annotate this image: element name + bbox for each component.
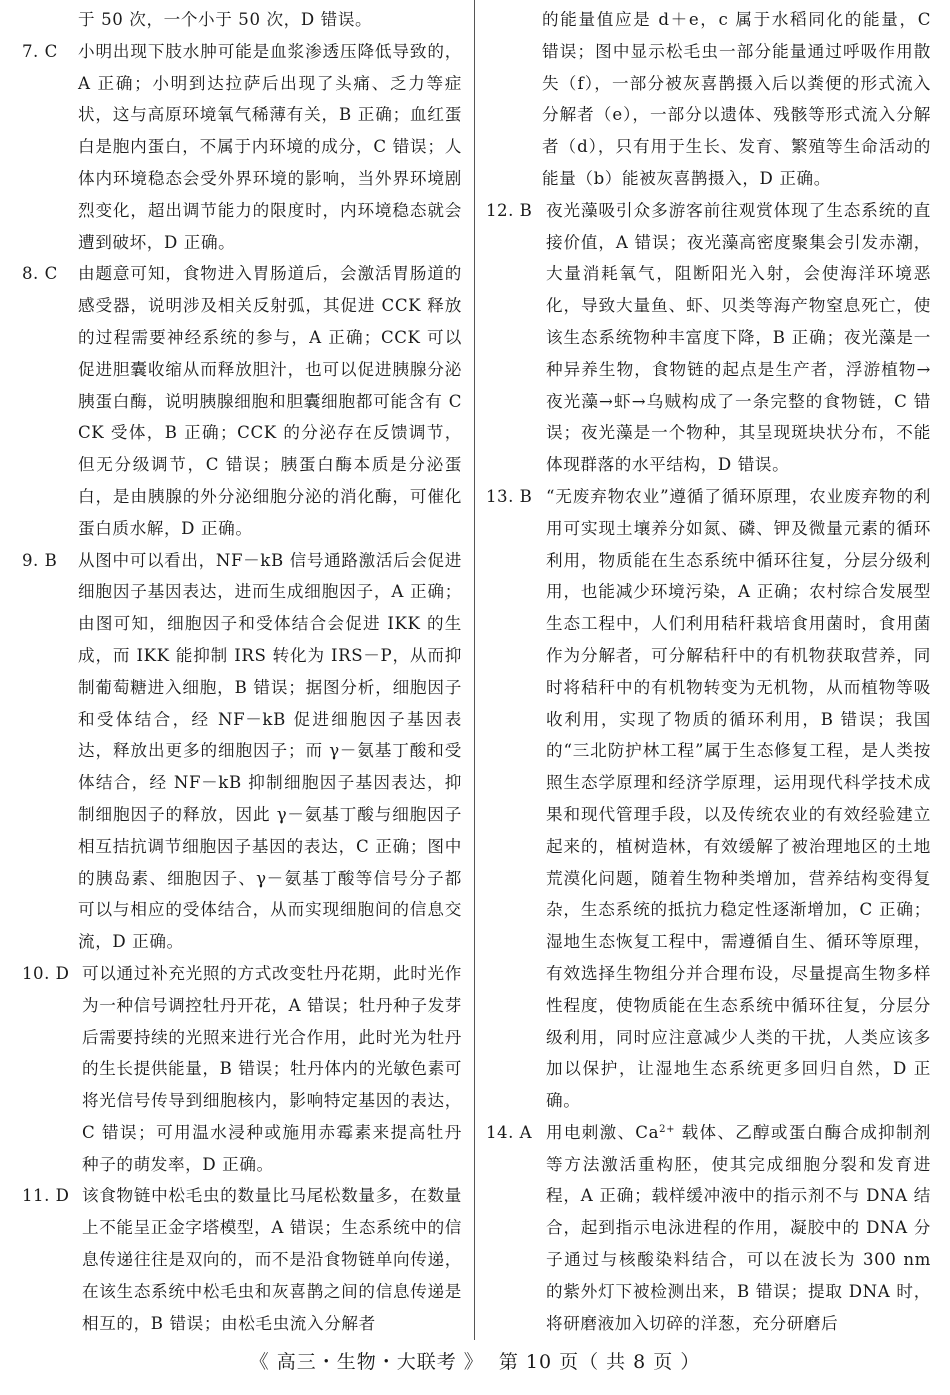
answer-item-9 <box>22 545 462 958</box>
answer-item-14 <box>486 1117 931 1340</box>
ion-charge-superscript: 2+ <box>659 1123 676 1135</box>
answer-text-prefix: 用电刺激、Ca <box>546 1122 660 1142</box>
left-column <box>22 4 462 1339</box>
question-number: 7. C <box>22 41 58 61</box>
answer-item-7 <box>22 36 462 259</box>
column-divider <box>474 0 475 1340</box>
answer-text-rest: 载体、乙醇或蛋白酶合成抑制剂等方法激活重构胚，使其完成细胞分裂和发育进程，A 正确；载样缓冲液中的指示剂不与 DNA 结合，起到指示电泳进程的作用，凝胶中的 DNA 分子通过与核酸染料结合，可以在波长为 300 nm 的紫外灯下被检测出来，B 错误；提取 DNA 时，将研磨液加入切碎的洋葱，充分研磨后 <box>546 1122 931 1333</box>
answer-explanation: 夜光藻吸引众多游客前往观赏体现了生态系统的直接价值，A 错误；夜光藻高密度聚集会引发赤潮，大量消耗氧气，阻断阳光入射，会使海洋环境恶化，导致大量鱼、虾、贝类等海产物窒息死亡，使该生态系统物种丰富度下降，B 正确；夜光藻是一种异养生物，食物链的起点是生产者，浮游植物→夜光藻→虾→乌贼构成了一条完整的食物链，C 错误；夜光藻是一个物种，其呈现斑块状分布，不能体现群落的水平结构，D 错误。 <box>546 200 931 475</box>
question-number: 10. D <box>22 963 70 983</box>
answer-explanation: 该食物链中松毛虫的数量比马尾松数量多，在数量上不能呈正金字塔模型，A 错误；生态系统中的信息传递往往是双向的，而不是沿食物链单向传递，在该生态系统中松毛虫和灰喜鹊之间的信息传递是相互的，B 错误；由松毛虫流入分解者 <box>82 1186 462 1333</box>
answer-item-12 <box>486 195 931 481</box>
continued-text: 的能量值应是 d＋e，c 属于水稻同化的能量，C 错误；图中显示松毛虫一部分能量通过呼吸作用散失（f），一部分被灰喜鹊摄入后以粪便的形式流入分解者（e），一部分以遗体、残骸等形式流入分解者（d），只有用于生长、发育、繁殖等生命活动的能量（b）能被灰喜鹊摄入，D 正确。 <box>542 10 931 188</box>
page-footer <box>0 1347 950 1377</box>
answer-item-11 <box>22 1180 462 1339</box>
answer-explanation: 小明出现下肢水肿可能是血浆渗透压降低导致的，A 正确；小明到达拉萨后出现了头痛、乏力等症状，这与高原环境氧气稀薄有关，B 正确；血红蛋白是胞内蛋白，不属于内环境的成分，C 错误；人体内环境稳态会受外界环境的影响，当外界环境剧烈变化，超出调节能力的限度时，内环境稳态就会遭到破坏，D 正确。 <box>78 41 462 252</box>
answer-item-8 <box>22 258 462 544</box>
question-number: 8. C <box>22 264 58 284</box>
question-number: 11. D <box>22 1186 70 1206</box>
question-number: 14. A <box>486 1122 533 1142</box>
question-number: 9. B <box>22 550 58 570</box>
answer-explanation: 由题意可知，食物进入胃肠道后，会激活胃肠道的感受器，说明涉及相关反射弧，其促进 CCK 释放的过程需要神经系统的参与，A 正确；CCK 可以促进胆囊收缩从而释放胆汁，也可以促进胰腺分泌胰蛋白酶，说明胰腺细胞和胆囊细胞都可能含有 CCK 受体，B 正确；CCK 的分泌存在反馈调节，但无分级调节，C 错误；胰蛋白酶本质是分泌蛋白，是由胰腺的外分泌细胞分泌的消化酶，可催化蛋白质水解，D 正确。 <box>78 264 462 538</box>
footer-title: 《 高三・生物・大联考 》 <box>249 1351 484 1373</box>
answer-explanation: 可以通过补充光照的方式改变牡丹花期，此时光作为一种信号调控牡丹开花，A 错误；牡丹种子发芽后需要持续的光照来进行光合作用，此时光为牡丹的生长提供能量，B 错误；牡丹体内的光敏色素可将光信号传导到细胞核内，影响特定基因的表达，C 错误；可用温水浸种或施用赤霉素来提高牡丹种子的萌发率，D 正确。 <box>82 963 462 1174</box>
continued-text: 于 50 次，一个小于 50 次，D 错误。 <box>78 10 373 29</box>
answer-item-13 <box>486 481 931 1117</box>
answer-explanation: 从图中可以看出，NF－kB 信号通路激活后会促进细胞因子基因表达，进而生成细胞因子，A 正确；由图可知，细胞因子和受体结合会促进 IKK 的生成，而 IKK 能抑制 IRS 转化为 IRS－P，从而抑制葡萄糖进入细胞，B 错误；据图分析，细胞因子和受体结合，经 NF－kB 促进细胞因子基因表达，释放出更多的细胞因子；而 γ－氨基丁酸和受体结合，经 NF－kB 抑制细胞因子基因表达，抑制细胞因子的释放，因此 γ－氨基丁酸与细胞因子相互拮抗调节细胞因子基因的表达，C 正确；图中的胰岛素、细胞因子、γ－氨基丁酸等信号分子都可以与相应的受体结合，从而实现细胞间的信息交流，D 正确。 <box>78 550 462 952</box>
question-number: 13. B <box>486 486 533 506</box>
question-number: 12. B <box>486 200 533 220</box>
right-column <box>486 4 931 1339</box>
answer-explanation <box>546 1117 931 1340</box>
footer-page-number: 第 10 页（ 共 8 页 ） <box>498 1351 701 1373</box>
answer-item-10 <box>22 958 462 1181</box>
answer-explanation: “无废弃物农业”遵循了循环原理，农业废弃物的利用可实现土壤养分如氮、磷、钾及微量元素的循环利用，物质能在生态系统中循环往复，分层分级利用，也能减少环境污染，A 正确；农村综合发展型生态工程中，人们利用秸秆栽培食用菌时，食用菌作为分解者，可分解秸秆中的有机物获取营养，同时将秸秆中的有机物转变为无机物，从而植物等吸收利用，实现了物质的循环利用，B 错误；我国的“三北防护林工程”属于生态修复工程，是人类按照生态学原理和经济学原理，运用现代科学技术成果和现代管理手段，以及传统农业的有效经验建立起来的，植树造林，有效缓解了被治理地区的土地荒漠化问题，随着生物种类增加，营养结构变得复杂，生态系统的抵抗力稳定性逐渐增加，C 正确；湿地生态恢复工程中，需遵循自生、循环等原理，有效选择生物组分并合理布设，尽量提高生物多样性程度，使物质能在生态系统中循环往复，分层分级利用，同时应注意减少人类的干扰，人类应该多加以保护，让湿地生态系统更多回归自然，D 正确。 <box>546 486 931 1111</box>
